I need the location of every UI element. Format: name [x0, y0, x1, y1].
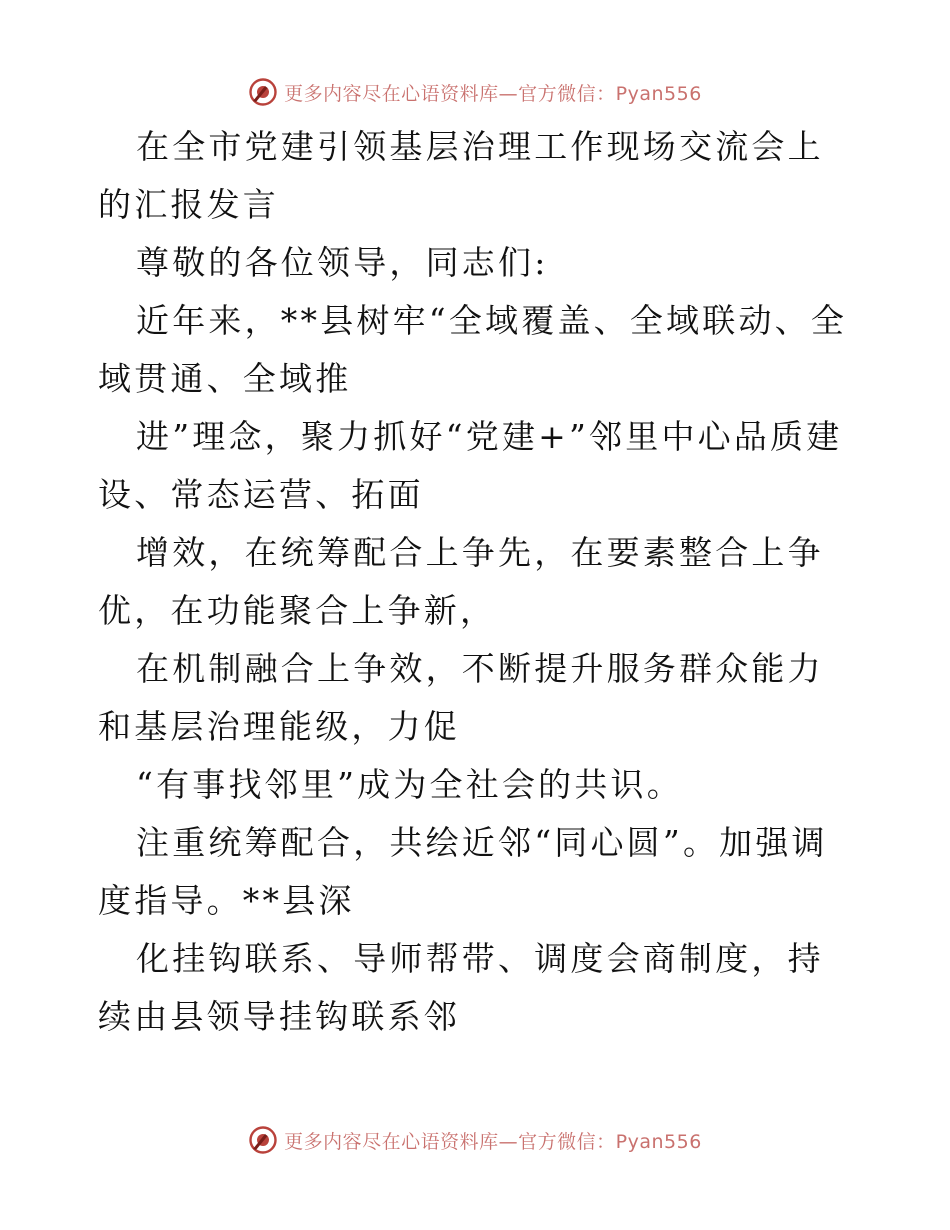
salutation: 尊敬的各位领导，同志们: — [136, 243, 549, 282]
document-title: 在全市党建引领基层治理工作现场交流会上的汇报发言 — [98, 127, 824, 224]
footer-watermark-text: 更多内容尽在心语资料库—官方微信：Pyan556 — [284, 1130, 702, 1153]
paragraph: 进”理念，聚力抓好“党建+”邻里中心品质建设、常态运营、拓面 — [98, 417, 843, 514]
paragraph: 近年来，**县树牢“全域覆盖、全域联动、全域贯通、全域推 — [98, 301, 848, 398]
header-watermark — [0, 72, 950, 112]
document-body — [98, 118, 858, 1046]
paragraph: 注重统筹配合，共绘近邻“同心圆”。加强调度指导。**县深 — [98, 823, 828, 920]
brand-logo-icon — [248, 1125, 278, 1155]
brand-logo-icon — [248, 77, 278, 107]
paragraph: 增效，在统筹配合上争先，在要素整合上争优，在功能聚合上争新， — [98, 533, 824, 630]
paragraph: “有事找邻里”成为全社会的共识。 — [136, 765, 683, 804]
paragraph: 化挂钩联系、导师帮带、调度会商制度，持续由县领导挂钩联系邻 — [98, 939, 824, 1036]
footer-watermark — [0, 1120, 950, 1160]
paragraph: 在机制融合上争效，不断提升服务群众能力和基层治理能级，力促 — [98, 649, 824, 746]
header-watermark-text: 更多内容尽在心语资料库—官方微信：Pyan556 — [284, 82, 702, 105]
